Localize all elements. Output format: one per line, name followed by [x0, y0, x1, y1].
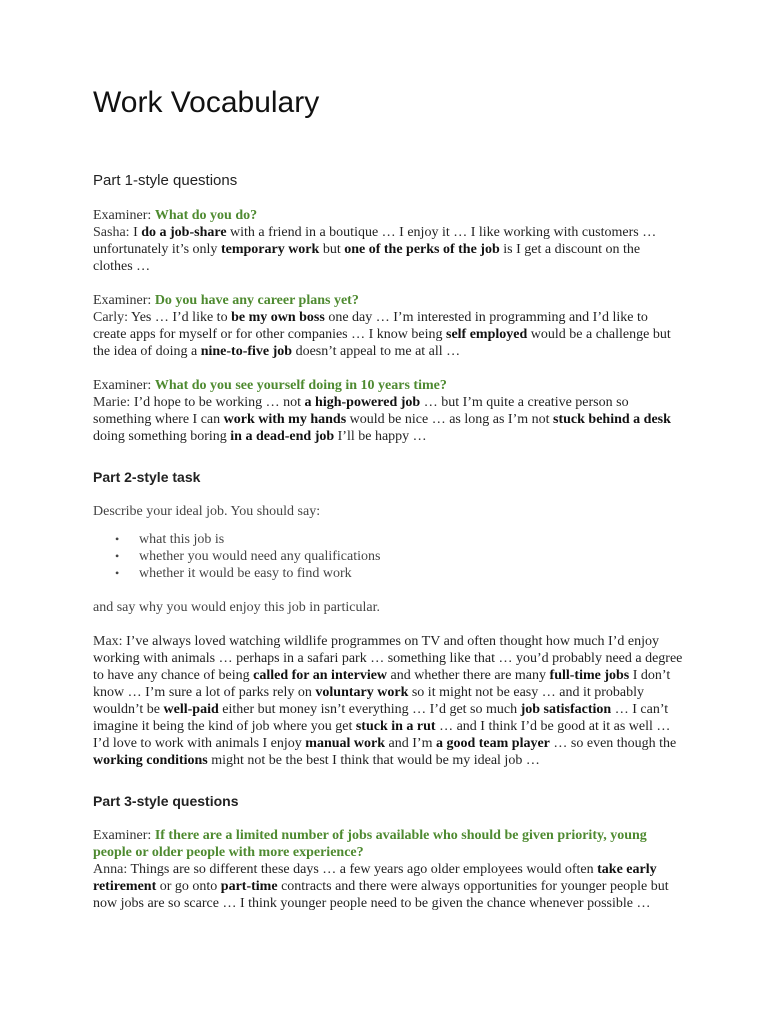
answer-text: but: [319, 242, 345, 257]
part2-bullet-list: [93, 531, 683, 582]
list-item: • whether you would need any qualifications: [139, 548, 683, 565]
answer-text: I’ll be happy …: [334, 429, 427, 444]
page-title: Work Vocabulary: [93, 86, 320, 119]
vocab-term: called for an interview: [253, 668, 388, 683]
answer-text: doing something boring: [93, 429, 231, 444]
question-text: If there are a limited number of jobs available who should be given priority, young people or older people with more experience?: [93, 828, 647, 860]
answer-text: … so even though the: [549, 736, 677, 751]
vocab-term: nine-to-five job: [200, 344, 293, 359]
vocab-term: be my own boss: [231, 310, 325, 325]
vocab-term: part-time: [220, 879, 278, 894]
vocab-term: take early retirement: [93, 862, 657, 894]
answer-max: [93, 633, 683, 769]
answer-text: might not be the best I think that would be my ideal job …: [207, 753, 540, 768]
question-text: What do you see yourself doing in 10 years time?: [154, 378, 447, 393]
vocab-term: voluntary work: [315, 685, 409, 700]
list-item: • what this job is: [139, 531, 683, 548]
document-content: [93, 207, 683, 912]
vocab-term: job satisfaction: [520, 702, 612, 717]
answer-text: I don’t know … I’m sure a lot of parks rely on: [93, 668, 671, 700]
examiner-label: Examiner:: [93, 293, 155, 308]
vocab-term: self employed: [446, 327, 528, 342]
vocab-term: work with my hands: [223, 412, 347, 427]
answer-text: Things are so different these days … a few years ago older employees would often: [130, 862, 598, 877]
part3-heading: Part 3-style questions: [93, 793, 239, 809]
answer-3: [93, 394, 683, 445]
answer-text: one day … I’m interested in programming and I’d like to create apps for myself or for other companies … I know being: [93, 310, 648, 342]
vocab-term: temporary work: [220, 242, 320, 257]
part2-heading: Part 2-style task: [93, 469, 201, 485]
examiner-label: Examiner:: [93, 208, 155, 223]
answer-text: is I get a discount on the clothes …: [93, 242, 641, 274]
speaker-name: Sasha:: [93, 225, 134, 240]
question-text: What do you do?: [154, 208, 258, 223]
part1-heading: Part 1-style questions: [93, 172, 238, 189]
speaker-name: Anna:: [93, 862, 131, 877]
examiner-question-4: [93, 827, 683, 861]
vocab-term: a good team player: [435, 736, 550, 751]
vocab-term: a high-powered job: [304, 395, 421, 410]
vocab-term: stuck behind a desk: [553, 412, 671, 427]
examiner-question-2: [93, 292, 683, 309]
answer-text: Yes … I’d like to: [130, 310, 232, 325]
list-item: • whether it would be easy to find work: [139, 565, 683, 582]
answer-text: doesn’t appeal to me at all …: [292, 344, 461, 359]
answer-text: contracts and there were always opportunities for younger people but now jobs are so scarce … I think younger people need to be given the chance whenever possible …: [93, 879, 669, 911]
answer-1: [93, 224, 683, 275]
answer-text: I’ve always loved watching wildlife programmes on TV and often thought how much I’d enjoy working with animals … perhaps in a safari park … something like that … you’d probably need a degree to have any chance of being: [93, 634, 683, 683]
answer-text: and whether there are many: [387, 668, 550, 683]
answer-text: I: [133, 225, 142, 240]
vocab-term: working conditions: [93, 753, 208, 768]
vocab-term: manual work: [305, 736, 386, 751]
vocab-term: full-time jobs: [549, 668, 630, 683]
answer-text: … I can’t imagine it being the kind of job where you get: [93, 702, 669, 734]
examiner-question-3: [93, 377, 683, 394]
vocab-term: well-paid: [163, 702, 219, 717]
speaker-name: Marie:: [93, 395, 134, 410]
examiner-label: Examiner:: [93, 378, 155, 393]
vocab-term: one of the perks of the job: [344, 242, 500, 257]
answer-text: would be a challenge but the idea of doing a: [93, 327, 671, 359]
vocab-term: stuck in a rut: [355, 719, 436, 734]
answer-text: would be nice … as long as I’m not: [346, 412, 554, 427]
vocab-term: do a job-share: [141, 225, 227, 240]
answer-text: … but I’m quite a creative person so something where I can: [93, 395, 629, 427]
question-text: Do you have any career plans yet?: [154, 293, 359, 308]
part2-closing: and say why you would enjoy this job in particular.: [93, 600, 380, 615]
answer-4: [93, 861, 683, 912]
part2-prompt: Describe your ideal job. You should say:: [93, 504, 321, 519]
answer-text: … and I think I’d be good at it as well … I’d love to work with animals I enjoy: [93, 719, 671, 751]
answer-text: so it might not be easy … and it probably wouldn’t be: [93, 685, 644, 717]
speaker-name: Carly:: [93, 310, 131, 325]
answer-text: or go onto: [156, 879, 221, 894]
answer-text: and I’m: [385, 736, 436, 751]
examiner-question-1: [93, 207, 683, 224]
answer-text: with a friend in a boutique … I enjoy it … I like working with customers … unfortunately it’s only: [93, 225, 657, 257]
answer-text: I’d hope to be working … not: [133, 395, 305, 410]
speaker-name: Max:: [93, 634, 127, 649]
vocab-term: in a dead-end job: [230, 429, 335, 444]
answer-text: either but money isn’t everything … I’d get so much: [218, 702, 521, 717]
examiner-label: Examiner:: [93, 828, 155, 843]
answer-2: [93, 309, 683, 360]
